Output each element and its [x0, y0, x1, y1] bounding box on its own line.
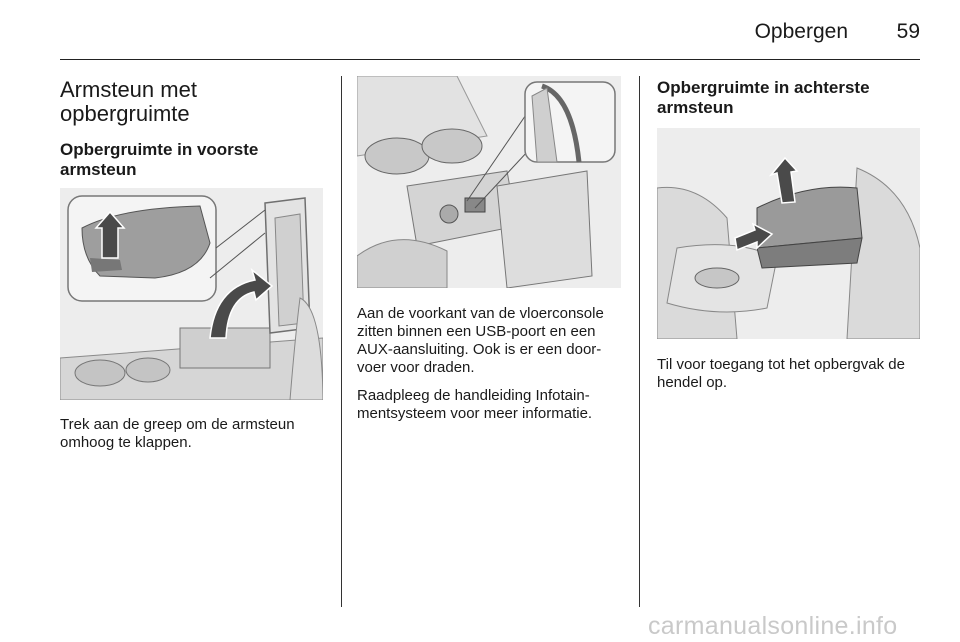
watermark: carmanualsonline.info	[648, 612, 898, 640]
front-armrest-caption-block	[60, 416, 325, 452]
column-usb	[357, 305, 622, 423]
column-front-armrest	[60, 78, 325, 180]
rear-armrest-caption: Til voor toegang tot het opbergvak de hendel op.	[657, 356, 905, 391]
subsection-heading: Opbergruimte in achterste armsteun	[657, 78, 870, 117]
header-rule	[60, 59, 920, 60]
page-header	[60, 0, 920, 60]
section-title: Opbergen	[754, 20, 848, 43]
rear-armrest-illustration	[657, 128, 920, 339]
usb-aux-port-illustration	[357, 76, 621, 288]
front-armrest-caption: Trek aan de greep om de armsteun omhoog te klappen.	[60, 416, 295, 451]
page-number: 59	[896, 20, 920, 43]
column-divider	[341, 76, 342, 607]
section-heading: Armsteun met opbergruimte	[60, 77, 197, 126]
subsection-heading: Opbergruimte in voorste armsteun	[60, 140, 259, 179]
rear-armrest-caption-block	[657, 356, 920, 392]
usb-paragraph: Aan de voorkant van de vloerconsole zitten binnen een USB-poort en een AUX-aansluiting. Ook is er een doorvoer voor draden.	[357, 305, 604, 376]
infotainment-paragraph: Raadpleeg de handleiding Infotainmentsysteem voor meer informatie.	[357, 387, 593, 422]
front-armrest-illustration	[60, 188, 323, 400]
column-rear-armrest	[657, 78, 920, 118]
column-divider	[639, 76, 640, 607]
